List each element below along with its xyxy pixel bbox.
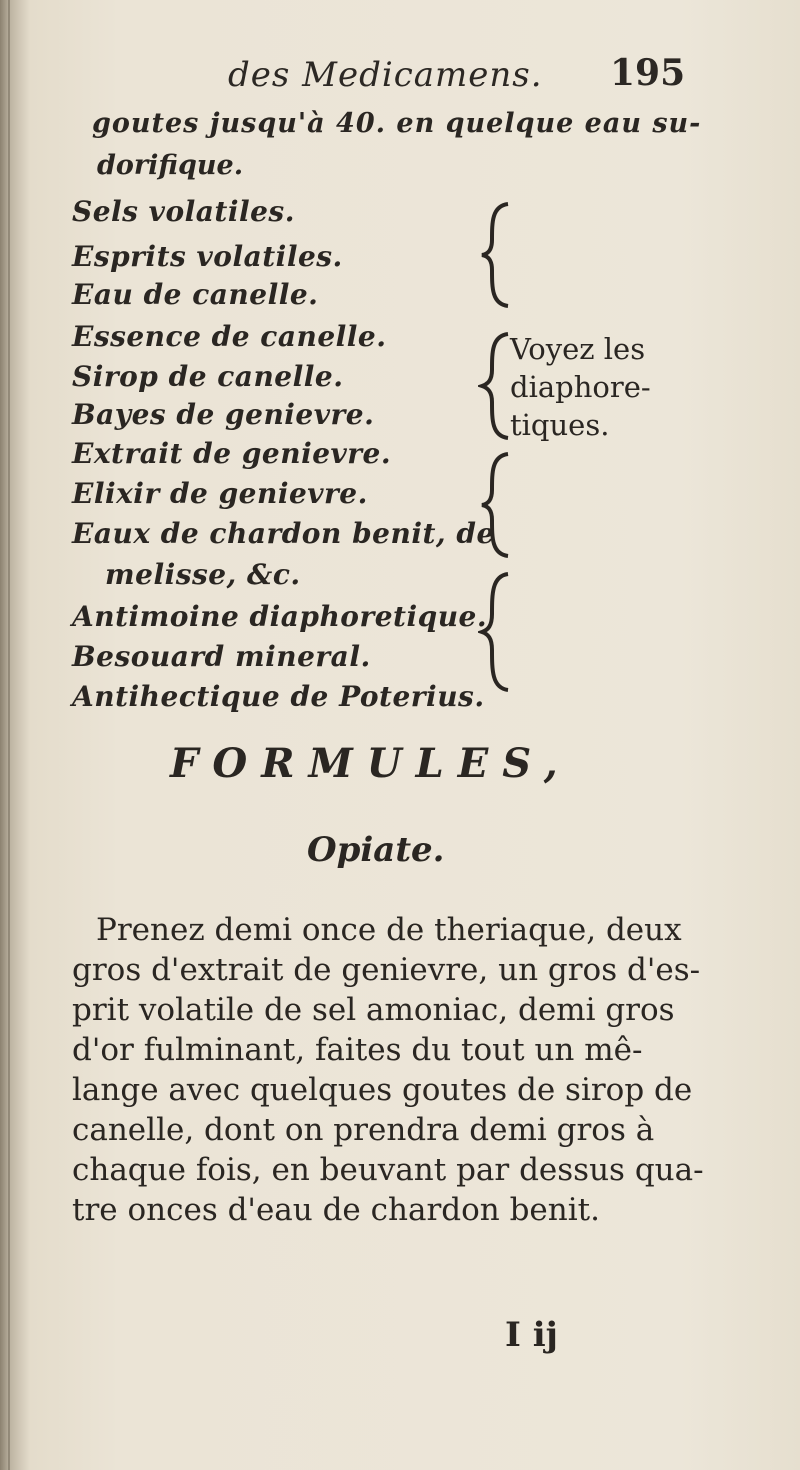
- prose-line: d'or fulminant, faites du tout un mê-: [72, 1032, 643, 1068]
- curly-brace-3: [478, 450, 514, 560]
- note-line: Voyez les: [510, 332, 646, 366]
- remedy-item: Esprits volatiles.: [72, 240, 343, 273]
- prose-line: tre onces d'eau de chardon benit.: [72, 1192, 600, 1228]
- remedy-item: Eaux de chardon benit, de: [72, 517, 495, 550]
- curly-brace-2: [478, 330, 514, 442]
- remedy-item: Extrait de genievre.: [72, 437, 392, 470]
- continuation-line-2: dorifique.: [97, 150, 244, 181]
- page-number: 195: [610, 52, 686, 94]
- prose-line: Prenez demi once de theriaque, deux: [96, 912, 682, 948]
- signature-mark: I ij: [505, 1315, 558, 1355]
- running-title: des Medicamens.: [228, 55, 543, 95]
- note-line: tiques.: [510, 408, 610, 442]
- note-line: diaphore-: [510, 370, 651, 404]
- prose-line: prit volatile de sel amoniac, demi gros: [72, 992, 675, 1028]
- remedy-item: Essence de canelle.: [72, 320, 387, 353]
- cross-reference-note: [510, 330, 651, 444]
- curly-brace-1: [478, 200, 514, 310]
- remedy-item: melisse, &c.: [105, 558, 301, 591]
- remedy-item: Besouard mineral.: [72, 640, 371, 673]
- curly-brace-4: [478, 570, 514, 694]
- prose-line: lange avec quelques goutes de sirop de: [72, 1072, 693, 1108]
- remedy-item: Antihectique de Poterius.: [72, 680, 485, 713]
- section-heading: FORMULES,: [170, 740, 572, 787]
- continuation-line-1: goutes jusqu'à 40. en quelque eau su-: [92, 108, 702, 139]
- page-gutter: [8, 0, 10, 1470]
- remedy-item: Elixir de genievre.: [72, 477, 368, 510]
- remedy-item: Bayes de genievre.: [72, 398, 375, 431]
- prose-line: gros d'extrait de genievre, un gros d'es-: [72, 952, 701, 988]
- remedy-item: Antimoine diaphoretique.: [72, 600, 488, 633]
- remedy-item: Sels volatiles.: [72, 195, 295, 228]
- prose-line: chaque fois, en beuvant par dessus qua-: [72, 1152, 704, 1188]
- remedy-item: Sirop de canelle.: [72, 360, 344, 393]
- recipe-paragraph: [72, 910, 704, 1230]
- prose-line: canelle, dont on prendra demi gros à: [72, 1112, 655, 1148]
- remedy-item: Eau de canelle.: [72, 278, 319, 311]
- section-subheading: Opiate.: [307, 830, 445, 870]
